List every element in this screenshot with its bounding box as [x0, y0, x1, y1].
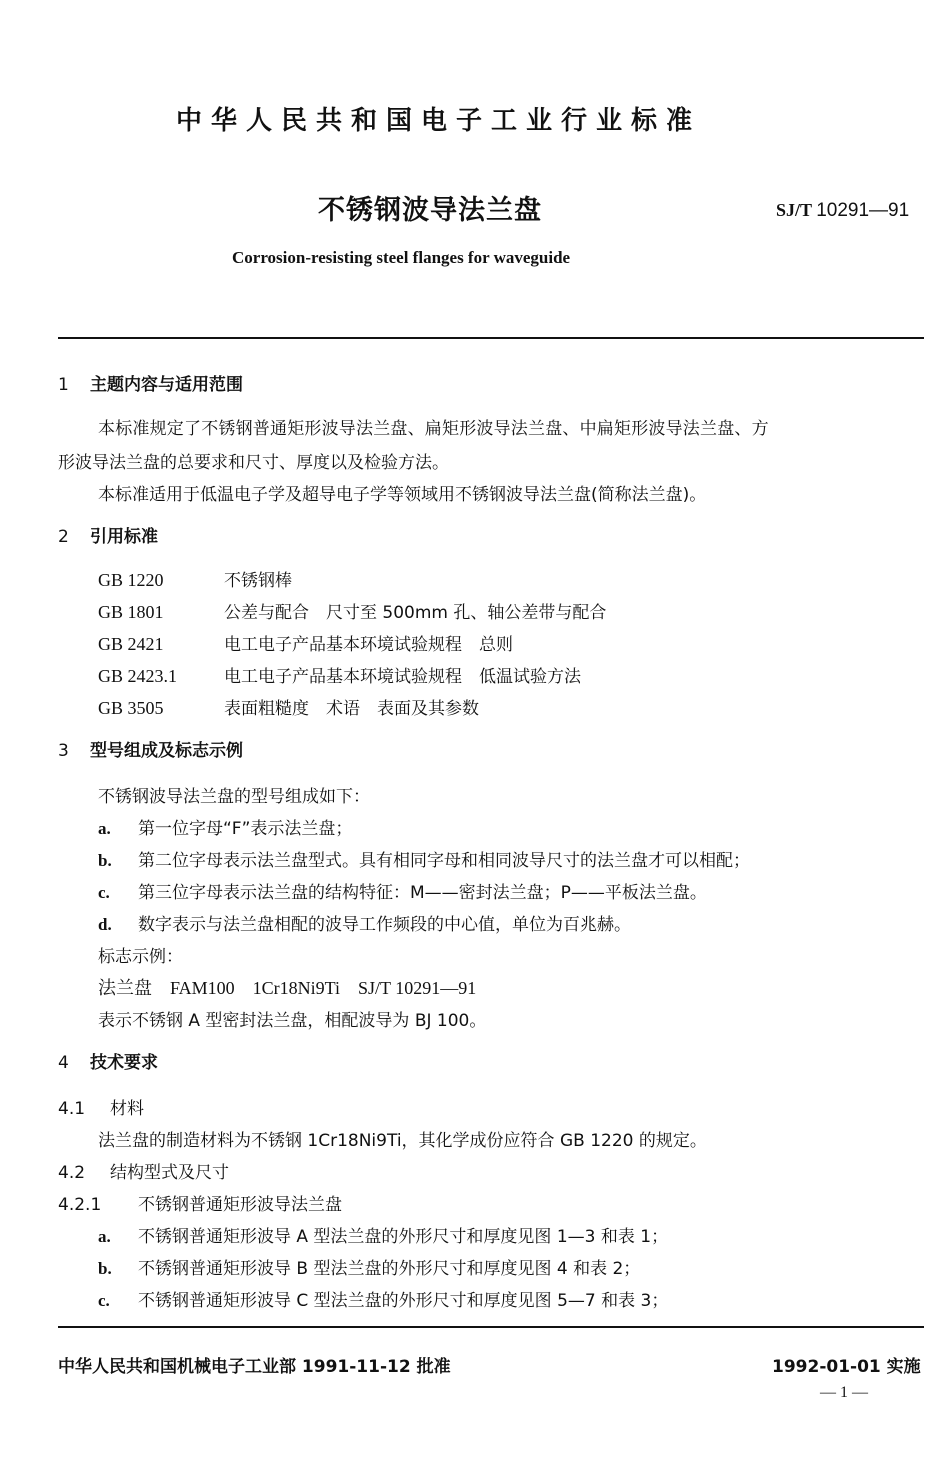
list-text: 不锈钢普通矩形波导 B 型法兰盘的外形尺寸和厚度见图 4 和表 2；: [138, 1259, 641, 1279]
list-label: a.: [98, 1227, 111, 1246]
subsection-4-1-text: 法兰盘的制造材料为不锈钢 1Cr18Ni9Ti，其化学成份应符合 GB 1220 的规定。: [98, 1131, 707, 1151]
agency-line: 中华人民共和国电子工业行业标准: [176, 106, 702, 136]
standard-code: [776, 200, 909, 222]
subsection-4-1-heading: [58, 1094, 144, 1119]
section-number: 2: [58, 527, 69, 547]
list-text: 第一位字母“F”表示法兰盘；: [138, 819, 353, 839]
section-1-para-1-line-2: 形波导法兰盘的总要求和尺寸、厚度以及检验方法。: [58, 453, 449, 473]
effective-date: 1992-01-01 实施: [772, 1357, 921, 1377]
section-title: 型号组成及标志示例: [90, 741, 243, 761]
section-number: 3: [58, 741, 69, 761]
list-text: 第三位字母表示法兰盘的结构特征：M——密封法兰盘；P——平板法兰盘。: [138, 883, 707, 903]
list-text: 不锈钢普通矩形波导 A 型法兰盘的外形尺寸和厚度见图 1—3 和表 1；: [138, 1227, 669, 1247]
approval-line: 中华人民共和国机械电子工业部 1991-11-12 批准: [58, 1357, 451, 1377]
list-text: 不锈钢普通矩形波导 C 型法兰盘的外形尺寸和厚度见图 5—7 和表 3；: [138, 1291, 669, 1311]
section-number: 4: [58, 1053, 69, 1073]
list-label: b.: [98, 851, 112, 870]
subsection-title: 材料: [110, 1099, 144, 1119]
section-title: 主题内容与适用范围: [90, 375, 243, 395]
reference-code: GB 2421: [98, 634, 164, 654]
list-item: [98, 910, 631, 935]
document-title: 不锈钢波导法兰盘: [318, 195, 542, 226]
section-2-heading: [58, 522, 158, 547]
reference-item: [98, 630, 513, 655]
reference-item: [98, 662, 581, 687]
list-item: [98, 1254, 640, 1279]
subsection-title: 结构型式及尺寸: [110, 1163, 229, 1183]
reference-item: [98, 598, 606, 623]
subsection-4-2-heading: [58, 1158, 229, 1183]
list-label: c.: [98, 1291, 110, 1310]
reference-item: [98, 694, 479, 719]
reference-desc: 公差与配合 尺寸至 500mm 孔、轴公差带与配合: [224, 603, 607, 623]
reference-code: GB 2423.1: [98, 666, 178, 686]
footer-divider: [58, 1326, 924, 1328]
list-item: [98, 1286, 668, 1311]
reference-code: GB 3505: [98, 698, 164, 718]
subsection-number: 4.2.1: [58, 1195, 102, 1215]
list-item: [98, 846, 750, 871]
section-3-heading: [58, 736, 243, 761]
list-label: c.: [98, 883, 110, 902]
subsection-title: 不锈钢普通矩形波导法兰盘: [138, 1195, 342, 1215]
list-item: [98, 814, 352, 839]
header-divider: [58, 337, 924, 339]
section-3-intro: 不锈钢波导法兰盘的型号组成如下：: [98, 787, 370, 807]
reference-code: GB 1801: [98, 602, 164, 622]
list-item: [98, 1222, 668, 1247]
section-title: 技术要求: [90, 1053, 158, 1073]
list-label: b.: [98, 1259, 112, 1278]
reference-desc: 不锈钢棒: [224, 571, 292, 591]
subsection-4-2-1-heading: [58, 1190, 342, 1215]
reference-desc: 表面粗糙度 术语 表面及其参数: [224, 699, 479, 719]
list-text: 第二位字母表示法兰盘型式。具有相同字母和相同波导尺寸的法兰盘才可以相配；: [138, 851, 750, 871]
example-description: 表示不锈钢 A 型密封法兰盘，相配波导为 BJ 100。: [98, 1011, 487, 1031]
subsection-number: 4.2: [58, 1163, 86, 1183]
example-marking: 法兰盘 FAM100 1Cr18Ni9Ti SJ/T 10291—91: [98, 978, 477, 998]
section-4-heading: [58, 1048, 158, 1073]
subsection-number: 4.1: [58, 1099, 86, 1119]
reference-item: [98, 566, 292, 591]
section-1-para-2: 本标准适用于低温电子学及超导电子学等领域用不锈钢波导法兰盘(简称法兰盘)。: [98, 485, 707, 505]
list-label: d.: [98, 915, 112, 934]
section-1-para-1-line-1: 本标准规定了不锈钢普通矩形波导法兰盘、扁矩形波导法兰盘、中扁矩形波导法兰盘、方: [98, 419, 769, 439]
list-label: a.: [98, 819, 111, 838]
english-title: Corrosion-resisting steel flanges for waveguide: [232, 248, 571, 267]
section-title: 引用标准: [90, 527, 158, 547]
section-1-heading: [58, 370, 243, 395]
page-number: — 1 —: [820, 1384, 868, 1401]
reference-desc: 电工电子产品基本环境试验规程 低温试验方法: [224, 667, 581, 687]
reference-code: GB 1220: [98, 570, 164, 590]
standard-code-number: 10291—91: [816, 200, 910, 221]
standard-code-prefix: SJ/T: [776, 200, 812, 220]
example-label: 标志示例：: [98, 947, 183, 967]
section-number: 1: [58, 375, 69, 395]
list-item: [98, 878, 707, 903]
reference-desc: 电工电子产品基本环境试验规程 总则: [224, 635, 513, 655]
list-text: 数字表示与法兰盘相配的波导工作频段的中心值，单位为百兆赫。: [138, 915, 631, 935]
